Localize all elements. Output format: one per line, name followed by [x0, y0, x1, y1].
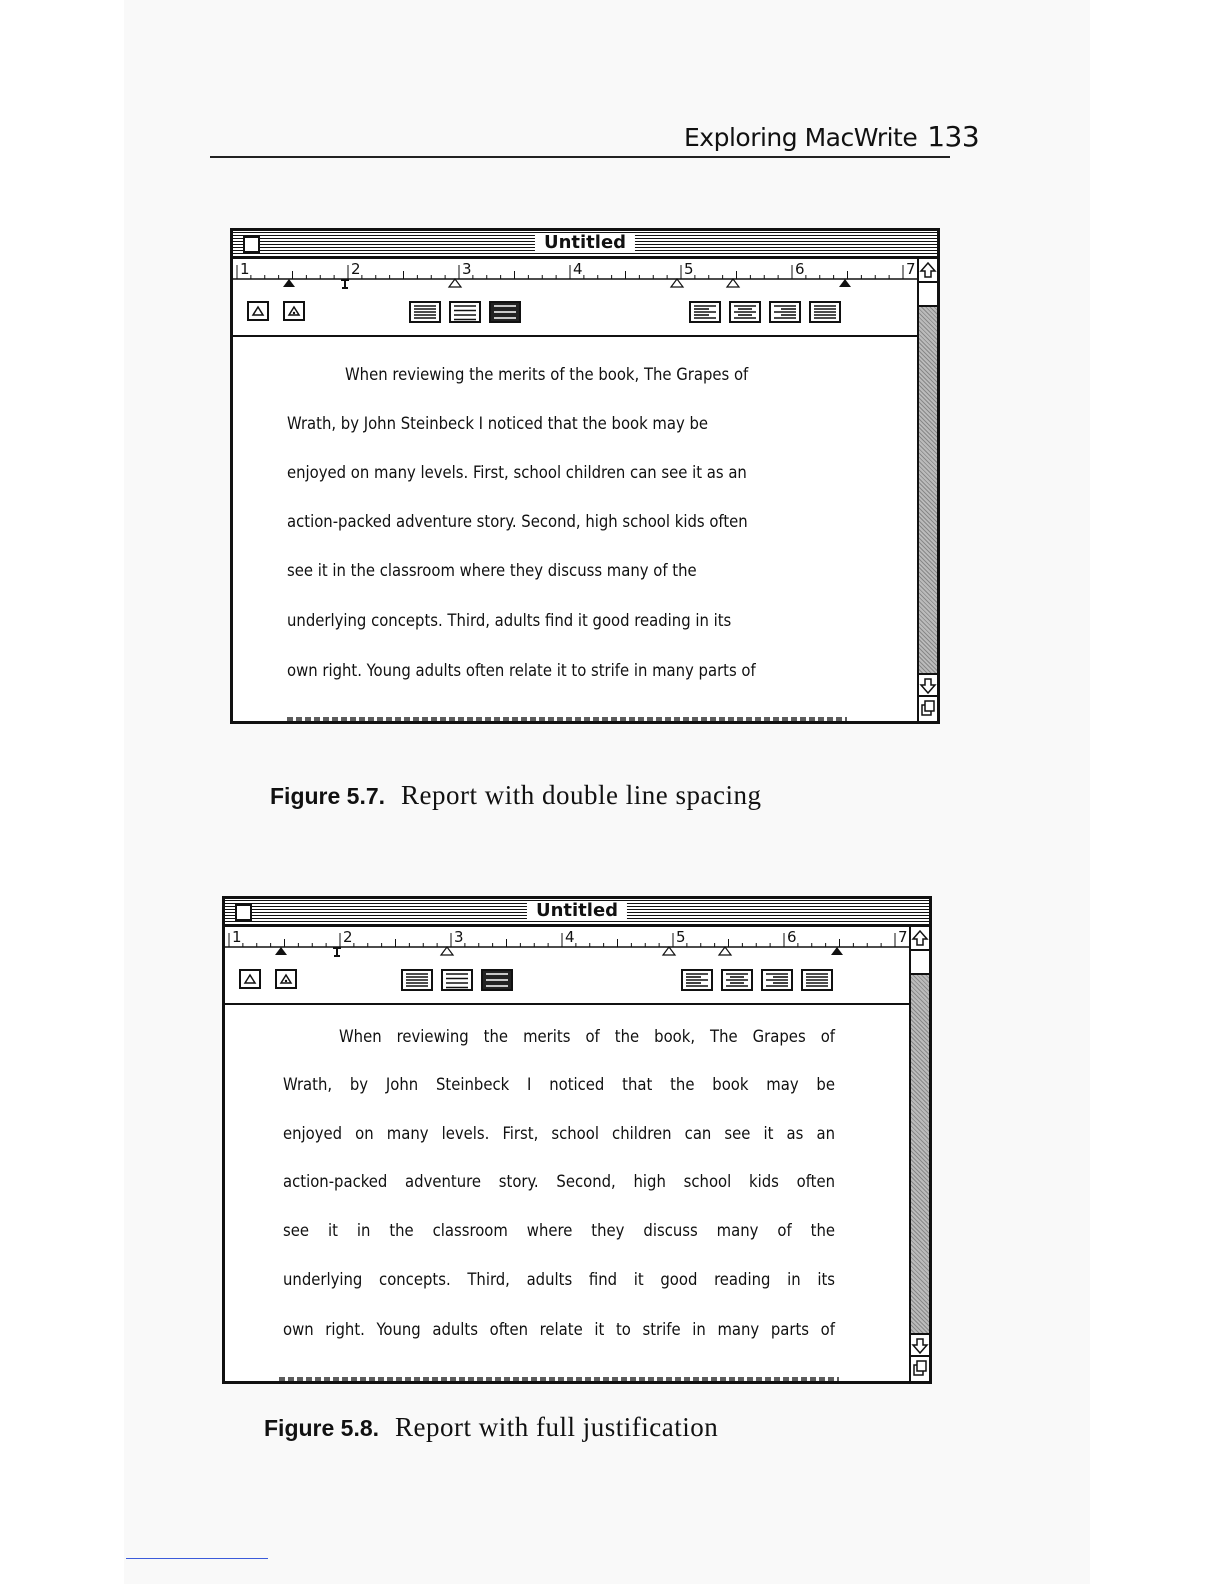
- vertical-scrollbar[interactable]: [909, 927, 929, 1381]
- text-line: action-packed adventure story. Second, high school kids often: [283, 1172, 835, 1191]
- text-line: action-packed adventure story. Second, high school kids often: [287, 512, 748, 531]
- ruler-number: 4: [573, 260, 583, 278]
- footnote-rule: [126, 1558, 268, 1559]
- vertical-scrollbar[interactable]: [917, 259, 937, 721]
- page-number: 133: [927, 120, 980, 153]
- double-spacing-icon[interactable]: [481, 969, 513, 991]
- ruler-svg: [233, 259, 919, 289]
- grow-box-icon[interactable]: [919, 695, 937, 721]
- margin-marker-icon: [275, 947, 287, 955]
- text-line: When reviewing the merits of the book, The Grapes of: [339, 1027, 835, 1046]
- scroll-down-arrow-icon[interactable]: [911, 1333, 929, 1357]
- align-center-icon[interactable]: [729, 301, 761, 323]
- document-text-area[interactable]: [233, 337, 917, 721]
- header-rule: [210, 156, 950, 158]
- align-justify-icon[interactable]: [809, 301, 841, 323]
- text-line: enjoyed on many levels. First, school children can see it as an: [287, 463, 747, 482]
- scroll-thumb[interactable]: [919, 283, 937, 307]
- align-right-icon[interactable]: [769, 301, 801, 323]
- ruler-number: 1: [232, 928, 242, 946]
- window-title: Untitled: [535, 233, 635, 253]
- ruler-number: 2: [351, 260, 361, 278]
- align-center-icon[interactable]: [721, 969, 753, 991]
- text-line: see it in the classroom where they discuss many of the: [283, 1221, 835, 1240]
- ruler-number: 5: [676, 928, 686, 946]
- tab-marker-icon: [449, 279, 461, 287]
- single-spacing-icon[interactable]: [401, 969, 433, 991]
- figure-label: Figure 5.8.: [264, 1415, 380, 1441]
- macwrite-window-double-spacing[interactable]: [230, 228, 940, 724]
- macwrite-window-full-justification[interactable]: [222, 896, 932, 1384]
- text-line: underlying concepts. Third, adults find it good reading in its: [283, 1270, 835, 1289]
- single-spacing-icon[interactable]: [409, 301, 441, 323]
- tab-marker-icon: [719, 947, 731, 955]
- ruler-number: 5: [684, 260, 694, 278]
- text-line: When reviewing the merits of the book, The Grapes of: [345, 365, 749, 384]
- tab-marker-icon: [727, 279, 739, 287]
- ruler-number: 3: [454, 928, 464, 946]
- figure-caption-5-8: [264, 1412, 718, 1443]
- window-title: Untitled: [527, 901, 627, 921]
- scroll-down-arrow-icon[interactable]: [919, 673, 937, 697]
- tab-left-icon[interactable]: [247, 301, 269, 321]
- ruler-number: 3: [462, 260, 472, 278]
- ruler[interactable]: [233, 259, 917, 289]
- close-box-icon[interactable]: [243, 236, 260, 253]
- tab-decimal-icon[interactable]: [283, 301, 305, 321]
- align-justify-icon[interactable]: [801, 969, 833, 991]
- text-line: own right. Young adults often relate it to strife in many parts of: [287, 661, 756, 680]
- align-right-icon[interactable]: [761, 969, 793, 991]
- align-left-icon[interactable]: [689, 301, 721, 323]
- tab-marker-icon: [663, 947, 675, 955]
- text-line: enjoyed on many levels. First, school children can see it as an: [283, 1124, 835, 1143]
- clipped-text-line: [279, 1377, 839, 1381]
- ruler-number: 1: [240, 260, 250, 278]
- text-line: underlying concepts. Third, adults find it good reading in its: [287, 611, 732, 630]
- header-title: Exploring MacWrite: [684, 123, 918, 152]
- ruler[interactable]: [225, 927, 909, 957]
- ruler-number: 6: [795, 260, 805, 278]
- text-line: see it in the classroom where they discuss many of the: [287, 561, 697, 580]
- figure-caption-5-7: [270, 780, 761, 811]
- margin-marker-icon: [839, 279, 851, 287]
- grow-box-icon[interactable]: [911, 1355, 929, 1381]
- margin-marker-icon: [831, 947, 843, 955]
- ruler-number: 2: [343, 928, 353, 946]
- ruler-number: 7: [906, 260, 916, 278]
- double-spacing-icon[interactable]: [489, 301, 521, 323]
- indent-marker-icon: [341, 280, 349, 289]
- tab-marker-icon: [441, 947, 453, 955]
- one-half-spacing-icon[interactable]: [441, 969, 473, 991]
- tab-marker-icon: [671, 279, 683, 287]
- ruler-number: 4: [565, 928, 575, 946]
- title-bar[interactable]: [225, 899, 929, 927]
- format-controls: [233, 291, 917, 337]
- text-line: own right. Young adults often relate it to strife in many parts of: [283, 1320, 835, 1339]
- ruler-svg: [225, 927, 911, 957]
- indent-marker-icon: [333, 948, 341, 957]
- text-line: Wrath, by John Steinbeck I noticed that the book may be: [283, 1075, 835, 1094]
- ruler-number: 7: [898, 928, 908, 946]
- figure-description: Report with double line spacing: [401, 780, 762, 810]
- running-header: [684, 120, 979, 153]
- close-box-icon[interactable]: [235, 904, 252, 921]
- text-line: Wrath, by John Steinbeck I noticed that the book may be: [287, 414, 709, 433]
- ruler-number: 6: [787, 928, 797, 946]
- tab-decimal-icon[interactable]: [275, 969, 297, 989]
- title-bar[interactable]: [233, 231, 937, 259]
- clipped-text-line: [287, 717, 847, 721]
- figure-description: Report with full justification: [395, 1412, 719, 1442]
- one-half-spacing-icon[interactable]: [449, 301, 481, 323]
- document-text-area[interactable]: [225, 1005, 909, 1381]
- format-controls: [225, 959, 909, 1005]
- scroll-up-arrow-icon[interactable]: [911, 927, 929, 951]
- margin-marker-icon: [283, 279, 295, 287]
- tab-left-icon[interactable]: [239, 969, 261, 989]
- scroll-thumb[interactable]: [911, 951, 929, 975]
- scroll-up-arrow-icon[interactable]: [919, 259, 937, 283]
- figure-label: Figure 5.7.: [270, 783, 386, 809]
- align-left-icon[interactable]: [681, 969, 713, 991]
